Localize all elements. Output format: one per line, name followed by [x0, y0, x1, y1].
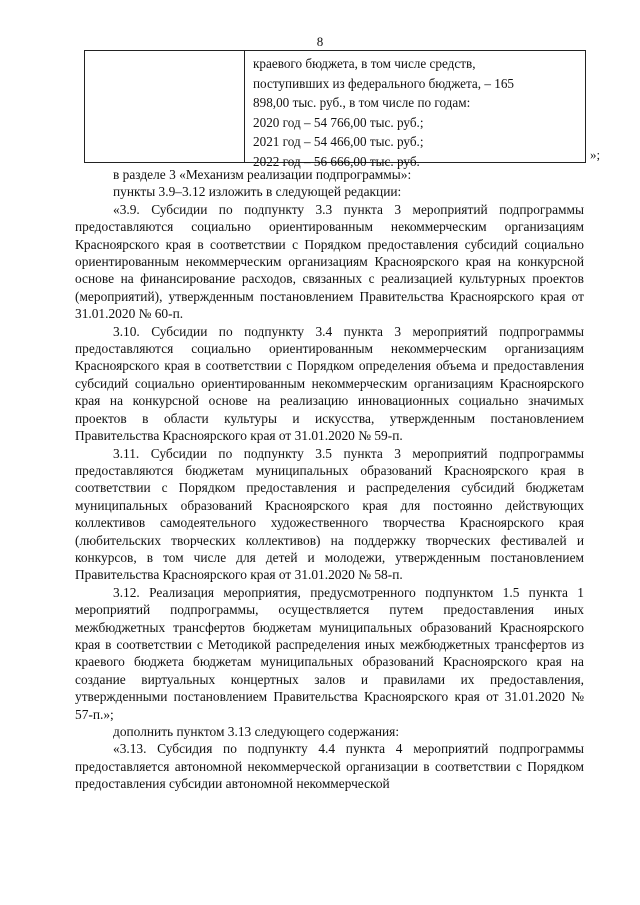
paragraph-section-3: в разделе 3 «Механизм реализации подпрограммы»:: [113, 167, 412, 182]
paragraph-3-11: 3.11. Субсидии по подпункту 3.5 пункта 3 мероприятий подпрограммы предоставляются бюджетам муниципальных образований Красноярского края в соответствии с Порядком предоставления и распределения субсидий бюджетам муниципальных образований Красноярского края для постоянно действующих коллективов самодеятельного художественного творчества Красноярского края (любительских творческих коллективов) на поддержку творческих фестивалей и конкурсов, в том числе для детей и молодежи, утвержденным постановлением Правительства Красноярского края от 31.01.2020 № 58-п.: [75, 445, 584, 583]
page-number: 8: [316, 34, 324, 49]
paragraph-3-13: «3.13. Субсидия по подпункту 4.4 пункта 4 мероприятий подпрограммы предоставляется автономной некоммерческой организации в соответствии с Порядком предоставления субсидии автономной некоммерческой: [75, 741, 584, 792]
closing-quote: »;: [590, 147, 601, 162]
paragraph-add-3-13: дополнить пунктом 3.13 следующего содержания:: [113, 724, 400, 739]
paragraph-3-10: 3.10. Субсидии по подпункту 3.4 пункта 3 мероприятий подпрограммы предоставляются социально ориентированным некоммерческим организациям Красноярского края в соответствии с Порядком определения объема и предоставления субсидий социально ориентированным некоммерческим организациям Красноярского края на конкурсной основе на реализацию инновационных социально значимых проектов в области культуры и искусства, утвержденным постановлением Правительства Красноярского края от 31.01.2020 № 59-п.: [75, 323, 584, 444]
table-empty-cell: [85, 51, 245, 162]
paragraph-points-3-9-3-12: пункты 3.9–3.12 изложить в следующей редакции:: [113, 184, 402, 200]
table-line: 898,00 тыс. руб., в том числе по годам:: [253, 95, 471, 111]
table-line: поступивших из федерального бюджета, – 165: [253, 75, 515, 91]
funding-table: [84, 50, 586, 169]
table-line: краевого бюджета, в том числе средств,: [253, 56, 476, 71]
table-line: 2020 год – 54 766,00 тыс. руб.;: [253, 114, 424, 130]
paragraph-3-12: 3.12. Реализация мероприятия, предусмотренного подпунктом 1.5 пункта 1 мероприятий подпрограммы, осуществляется путем предоставления иных межбюджетных трансфертов бюджетам муниципальных образований Красноярского края в соответствии с Методикой распределения иных межбюджетных трансфертов из краевого бюджета бюджетам муниципальных образований Красноярского края на создание виртуальных концертных залов и правилами их предоставления, утвержденными постановлением Правительства Красноярского края от 31.01.2020 № 57-п.»;: [75, 584, 584, 722]
table-funding-cell: [245, 51, 585, 169]
table-line: 2021 год – 54 466,00 тыс. руб.;: [253, 134, 424, 150]
table-line: 2022 год – 56 666,00 тыс. руб.: [253, 153, 420, 169]
paragraph-3-9: «3.9. Субсидии по подпункту 3.3 пункта 3 мероприятий подпрограммы предоставляются социально ориентированным некоммерческим организациям Красноярского края в соответствии с Порядком предоставления субсидий социально ориентированным некоммерческим организациям Красноярского края на конкурсной основе на финансирование расходов, связанных с реализацией культурных проектов (мероприятий), утвержденным постановлением Правительства Красноярского края от 31.01.2020 № 60-п.: [75, 201, 584, 322]
document-body: [75, 166, 584, 793]
